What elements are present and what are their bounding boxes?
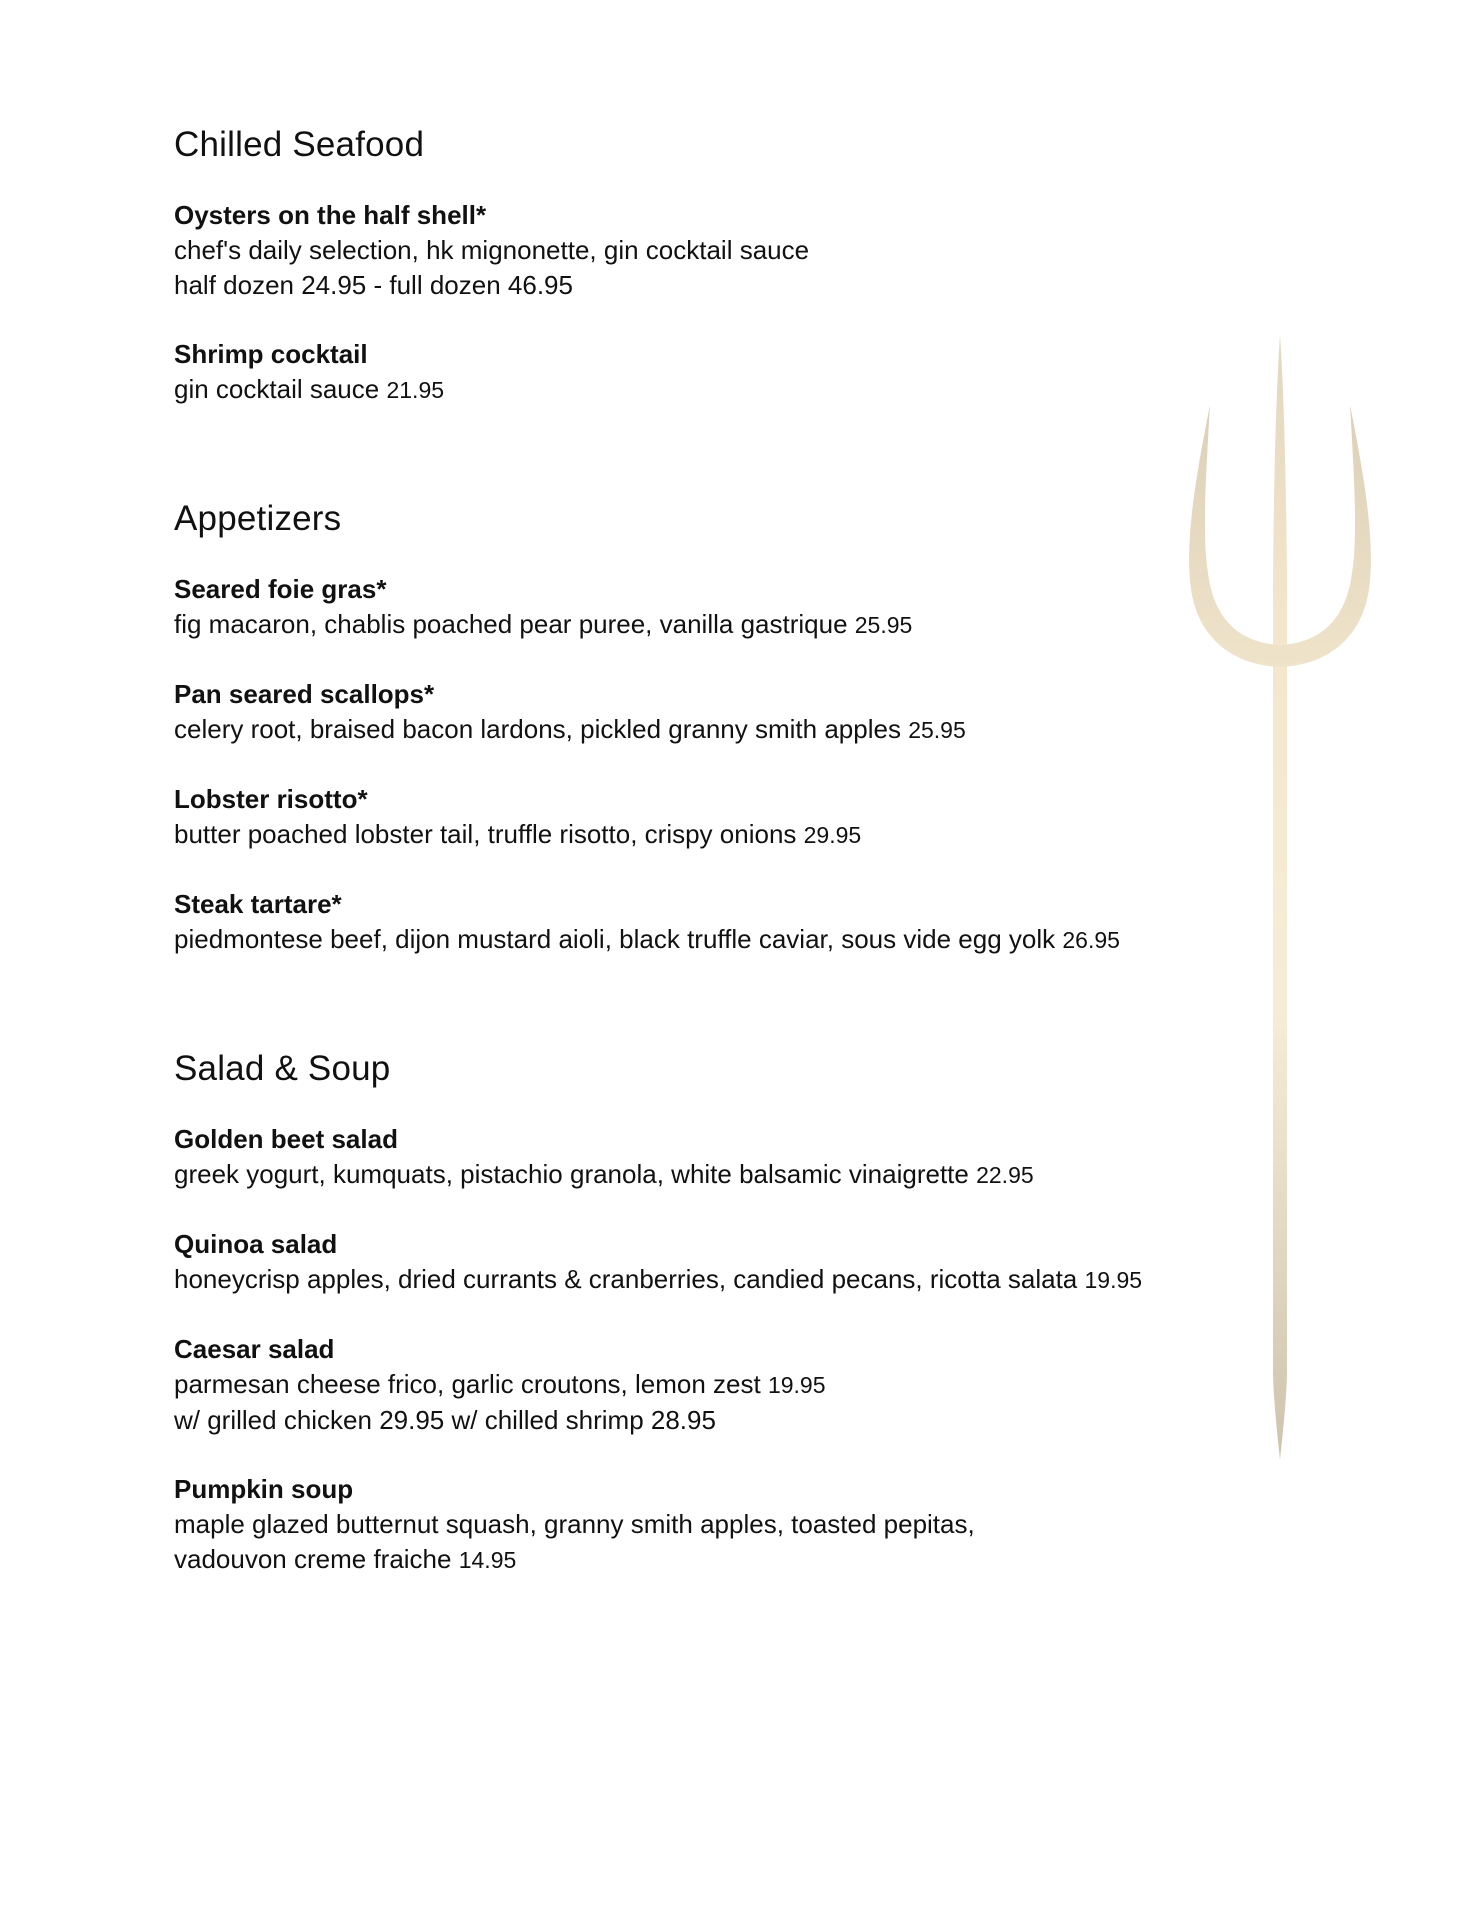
menu-item-lobster-risotto [174,782,1234,853]
item-description: fig macaron, chablis poached pear puree, vanilla gastrique 25.95 [174,609,913,639]
item-price: 25.95 [908,717,966,743]
item-description: chef's daily selection, hk mignonette, gin cocktail sauce [174,235,810,265]
menu-item-shrimp-cocktail [174,337,1234,408]
menu-item-pan-seared-scallops [174,677,1234,748]
menu-content [174,122,1234,1578]
item-name: Steak tartare* [174,889,342,919]
item-description-continued: vadouvon creme fraiche 14.95 [174,1544,517,1574]
item-price: 14.95 [458,1547,517,1573]
item-name: Pumpkin soup [174,1474,354,1504]
item-name: Shrimp cocktail [174,339,368,369]
item-description: parmesan cheese frico, garlic croutons, lemon zest 19.95 [174,1369,826,1399]
item-price: 22.95 [976,1162,1034,1188]
section-title: Appetizers [174,499,342,538]
trident-shaft [1273,335,1287,1460]
item-name: Caesar salad [174,1334,335,1364]
item-name: Seared foie gras* [174,574,387,604]
item-price: 29.95 [803,822,862,848]
section-title: Chilled Seafood [174,125,425,164]
section-appetizers [174,496,1234,958]
item-description: gin cocktail sauce 21.95 [174,374,445,404]
item-description: honeycrisp apples, dried currants & cranberries, candied pecans, ricotta salata 19.95 [174,1264,1143,1294]
item-price: 25.95 [854,612,913,638]
item-name: Lobster risotto* [174,784,368,814]
menu-item-caesar-salad [174,1332,1234,1438]
menu-item-golden-beet-salad [174,1122,1234,1193]
item-description: maple glazed butternut squash, granny smith apples, toasted pepitas, [174,1509,975,1539]
item-price: 26.95 [1062,927,1120,953]
item-description: butter poached lobster tail, truffle risotto, crispy onions 29.95 [174,819,862,849]
item-price: 19.95 [767,1372,826,1398]
menu-item-steak-tartare [174,887,1234,958]
menu-item-oysters [174,198,1234,303]
item-price-line: half dozen 24.95 - full dozen 46.95 [174,270,573,300]
menu-item-quinoa-salad [174,1227,1234,1298]
item-description: piedmontese beef, dijon mustard aioli, black truffle caviar, sous vide egg yolk 26.95 [174,924,1120,954]
item-price: 19.95 [1084,1267,1143,1293]
item-price: 21.95 [386,377,445,403]
item-addon-line: w/ grilled chicken 29.95 w/ chilled shrimp 28.95 [174,1405,716,1435]
item-name: Golden beet salad [174,1124,398,1154]
item-name: Quinoa salad [174,1229,338,1259]
item-description: greek yogurt, kumquats, pistachio granola, white balsamic vinaigrette 22.95 [174,1159,1034,1189]
item-name: Pan seared scallops* [174,679,435,709]
section-title: Salad & Soup [174,1049,391,1088]
menu-item-pumpkin-soup [174,1472,1234,1578]
item-description: celery root, braised bacon lardons, pickled granny smith apples 25.95 [174,714,966,744]
section-chilled-seafood [174,122,1234,408]
menu-item-seared-foie-gras [174,572,1234,643]
item-name: Oysters on the half shell* [174,200,487,230]
section-salad-soup [174,1046,1234,1578]
